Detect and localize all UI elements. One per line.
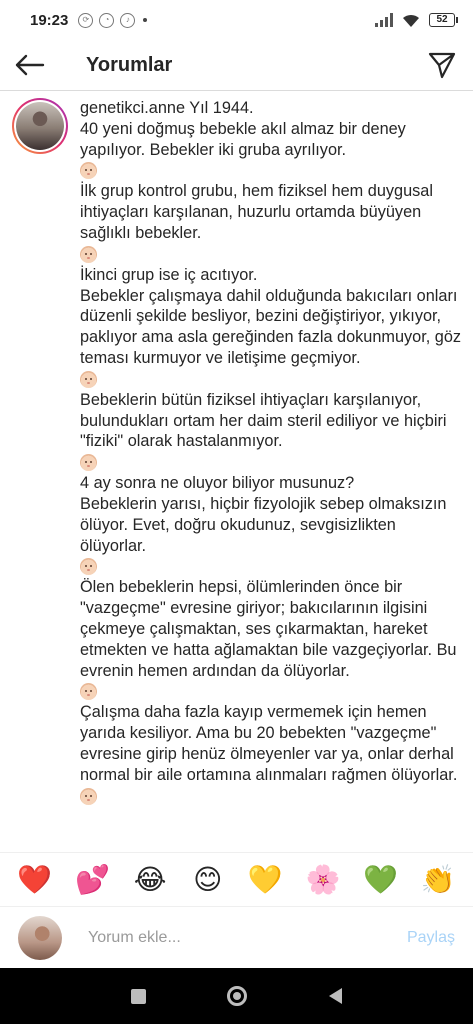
baby-emoji-icon — [80, 558, 97, 575]
header-divider — [0, 90, 473, 91]
system-back-button[interactable] — [329, 988, 342, 1004]
my-avatar — [18, 916, 62, 960]
caption-text: Bebeklerin yarısı, hiçbir fizyolojik sebep olmaksızın ölüyor. Evet, doğru okudunuz, sevgisizlikten ölüyorlar. — [80, 494, 447, 555]
green-heart-emoji-button[interactable]: 💚 — [363, 862, 398, 896]
post-caption — [80, 98, 465, 807]
direct-message-button[interactable] — [425, 48, 459, 82]
caption-paragraph — [80, 473, 465, 494]
baby-emoji-icon — [80, 162, 97, 179]
caption-paragraph — [80, 98, 465, 119]
system-icons — [375, 13, 455, 28]
back-arrow-icon — [15, 54, 45, 76]
laughing-emoji-button[interactable]: 😂 — [133, 862, 167, 896]
caption-paragraph — [80, 390, 465, 452]
sync-icon: ◔ — [99, 13, 114, 28]
author-avatar-image — [16, 102, 64, 150]
status-time: 19:23 — [30, 11, 69, 29]
comment-bar — [0, 906, 473, 968]
author-username[interactable]: genetikci.anne — [80, 99, 186, 117]
clapping-emoji-button[interactable]: 👏 — [420, 862, 456, 896]
cherry-blossom-emoji-button[interactable]: 🌸 — [305, 862, 341, 896]
caption-emoji-line — [80, 556, 465, 577]
caption-text: 4 ay sonra ne oluyor biliyor musunuz? — [80, 474, 355, 493]
home-button[interactable] — [227, 986, 247, 1006]
caption-emoji-line — [80, 369, 465, 390]
caption-text: Bebekler çalışmaya dahil olduğunda bakıcıları onları düzenli şekilde besliyor, bezini değiştiriyor, yıkıyor, paklıyor ama asla gereğinden fazla dokunmuyor, göz teması kurmuyor ve iletişime geçmiyor. — [80, 286, 462, 367]
caption-emoji-line — [80, 244, 465, 265]
baby-emoji-icon — [80, 454, 97, 471]
smiling-emoji-button[interactable]: 😊 — [193, 862, 223, 896]
caption-text: İkinci grup ise iç acıtıyor. — [80, 265, 258, 284]
page-title: Yorumlar — [86, 53, 173, 76]
caption-text: Bebeklerin bütün fiziksel ihtiyaçları karşılanıyor, bulundukları ortam her daim steril ediliyor ve hiçbiri "fiziki" olarak hastalanmıyor. — [80, 390, 447, 451]
share-comment-button[interactable]: Paylaş — [406, 928, 455, 946]
caption-emoji-line — [80, 786, 465, 807]
caption-text: 40 yeni doğmuş bebekle akıl almaz bir deney yapılıyor. Bebekler iki gruba ayrılıyor. — [80, 119, 406, 159]
caption-paragraph — [80, 577, 465, 681]
more-notifications-dot — [143, 18, 147, 22]
comment-input[interactable] — [88, 929, 388, 947]
baby-emoji-icon — [80, 246, 97, 263]
system-navigation-bar — [0, 968, 473, 1024]
caption-paragraph — [80, 119, 465, 161]
battery-icon: 52 — [429, 13, 455, 27]
back-button[interactable] — [14, 49, 46, 81]
status-bar — [0, 0, 473, 40]
two-hearts-emoji-button[interactable]: 💕 — [75, 862, 110, 896]
notification-icons — [78, 13, 135, 28]
signal-icon — [375, 13, 393, 27]
baby-emoji-icon — [80, 788, 97, 805]
author-avatar[interactable] — [12, 98, 68, 154]
paper-plane-icon — [427, 50, 457, 80]
post-caption-area — [0, 92, 473, 852]
wifi-icon — [401, 13, 421, 28]
tiktok-icon: ♪ — [120, 13, 135, 28]
caption-paragraph — [80, 265, 465, 286]
caption-text: Ölen bebeklerin hepsi, ölümlerinden önce bir "vazgeçme" evresine giriyor; bakıcılarının ilgisini çekmeye çalışmaktan, ses çıkarmaktan, hareket etmekten ve hatta ağlamaktan bile vazgeçiyorlar. Bu evrenin hemen ardından da ölüyorlar. — [80, 578, 457, 680]
sync-icon: ⟳ — [78, 13, 93, 28]
caption-paragraph — [80, 702, 465, 785]
caption-text: Çalışma daha fazla kayıp vermemek için hemen yarıda kesiliyor. Ama bu 20 bebekten "vazgeçme" evresine girip henüz ölmeyenler var ya, onlar derhal normal bir aile ortamına alınmaları rağmen ölüyorlar. — [80, 703, 458, 784]
caption-emoji-line — [80, 681, 465, 702]
caption-emoji-line — [80, 160, 465, 181]
caption-text: Yıl 1944. — [189, 99, 254, 117]
caption-paragraph — [80, 494, 465, 556]
caption-text: İlk grup kontrol grubu, hem fiziksel hem duygusal ihtiyaçları karşılanan, huzurlu ortamda büyüyen sağlıklı bebekler. — [80, 182, 433, 242]
baby-emoji-icon — [80, 683, 97, 700]
red-heart-emoji-button[interactable]: ❤️ — [17, 862, 53, 896]
yellow-heart-emoji-button[interactable]: 💛 — [247, 862, 283, 896]
app-header — [0, 40, 473, 90]
recent-apps-button[interactable] — [131, 989, 146, 1004]
caption-emoji-line — [80, 452, 465, 473]
caption-paragraph — [80, 181, 465, 243]
baby-emoji-icon — [80, 371, 97, 388]
emoji-quick-bar — [0, 852, 473, 906]
caption-paragraph — [80, 286, 465, 369]
